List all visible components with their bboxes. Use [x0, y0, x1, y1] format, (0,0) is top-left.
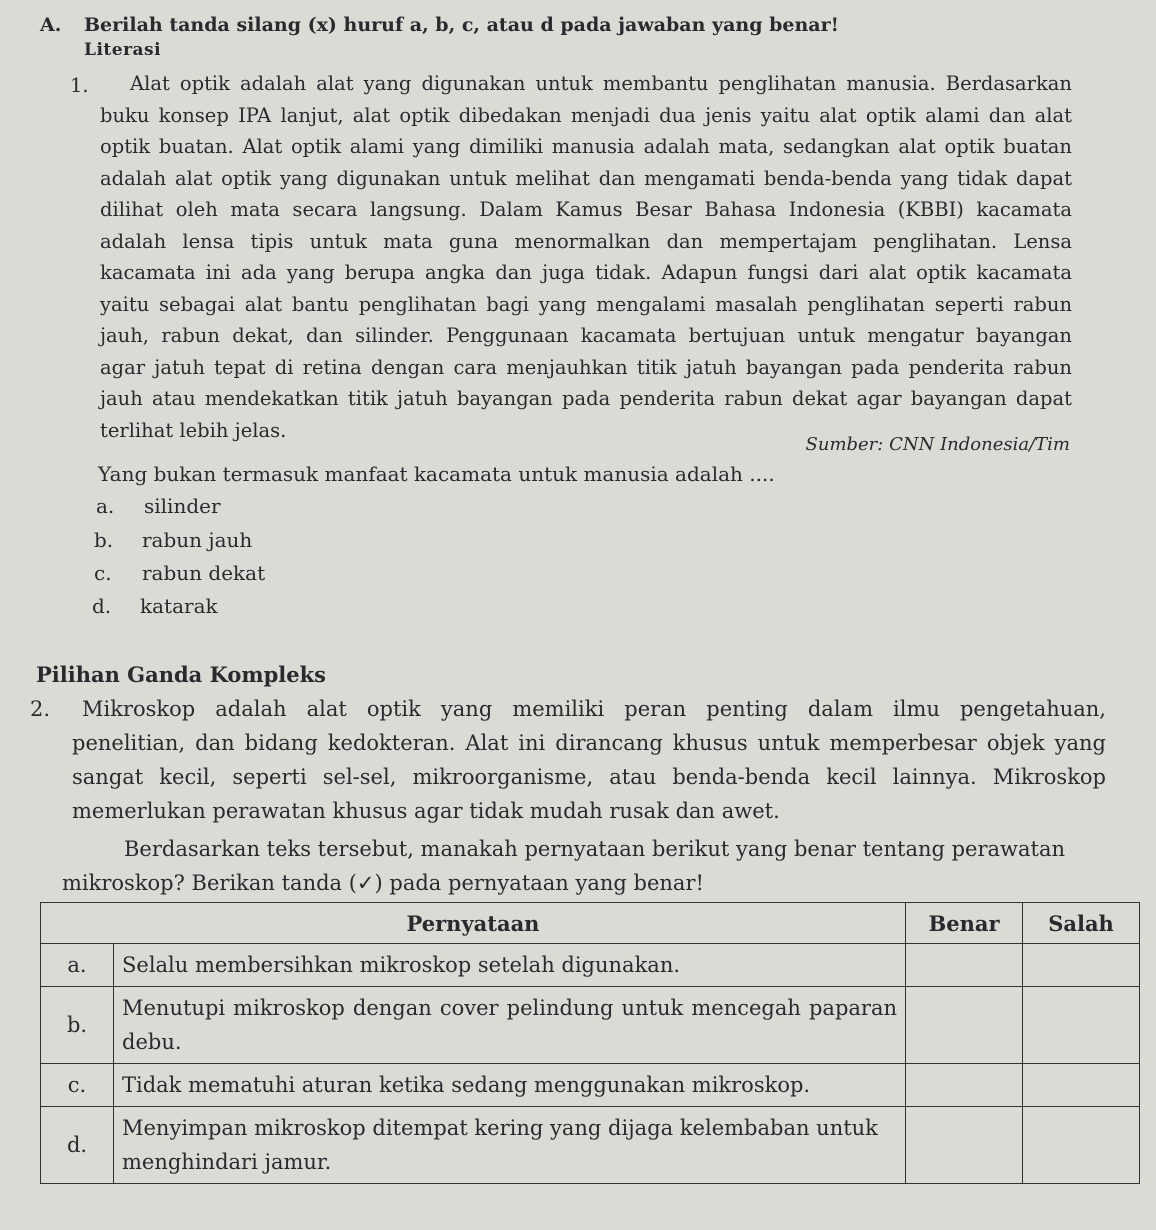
- option-text: rabun dekat: [142, 561, 266, 585]
- salah-checkbox-cell[interactable]: [1023, 1107, 1140, 1184]
- row-letter: a.: [41, 944, 114, 987]
- section-2-heading: Pilihan Ganda Kompleks: [36, 662, 327, 687]
- q1-passage-line: optik buatan. Alat optik alami yang dimiliki manusia adalah mata, sedangkan alat optik buatan: [100, 135, 1072, 158]
- benar-checkbox-cell[interactable]: [906, 1064, 1023, 1107]
- section-label: A.: [40, 14, 62, 36]
- table-row: [41, 1107, 1140, 1184]
- table-header-row: [41, 903, 1140, 944]
- section-instruction: Berilah tanda silang (x) huruf a, b, c, atau d pada jawaban yang benar!: [84, 14, 839, 36]
- row-letter: d.: [41, 1107, 114, 1184]
- q1-option-d[interactable]: [92, 594, 218, 618]
- benar-checkbox-cell[interactable]: [906, 1107, 1023, 1184]
- option-letter: b.: [94, 528, 114, 552]
- row-letter: c.: [41, 1064, 114, 1107]
- row-letter: b.: [41, 987, 114, 1064]
- literacy-subheading: Literasi: [84, 40, 162, 60]
- benar-checkbox-cell[interactable]: [906, 987, 1023, 1064]
- option-letter: c.: [94, 561, 112, 585]
- q2-passage-line: sangat kecil, seperti sel-sel, mikroorganisme, atau benda-benda kecil lainnya. Mikroskop: [72, 765, 1106, 789]
- benar-checkbox-cell[interactable]: [906, 944, 1023, 987]
- q2-passage-line: Mikroskop adalah alat optik yang memiliki peran penting dalam ilmu pengetahuan,: [82, 697, 1106, 721]
- q1-passage-line: agar jatuh tepat di retina dengan cara menjauhkan titik jatuh bayangan pada penderita rabun: [100, 355, 1072, 379]
- q1-passage-line: dilihat oleh mata secara langsung. Dalam Kamus Besar Bahasa Indonesia (KBBI) kacamata: [100, 198, 1072, 221]
- q1-option-b[interactable]: [94, 528, 252, 552]
- q1-passage-line: kacamata ini ada yang berupa angka dan juga tidak. Adapun fungsi dari alat optik kacamata: [100, 261, 1072, 284]
- salah-checkbox-cell[interactable]: [1023, 944, 1140, 987]
- q1-passage-line: jauh atau mendekatkan titik jatuh bayangan pada penderita rabun dekat agar bayangan dapat: [100, 387, 1072, 410]
- option-text: silinder: [144, 494, 221, 518]
- header-statement: Pernyataan: [41, 903, 906, 944]
- q1-passage-line: yaitu sebagai alat bantu penglihatan bagi yang mengalami masalah penglihatan seperti rabun: [100, 292, 1072, 316]
- option-letter: a.: [96, 494, 115, 518]
- q1-passage-line: Alat optik adalah alat yang digunakan untuk membantu penglihatan manusia. Berdasarkan: [130, 72, 1072, 95]
- q1-option-c[interactable]: [94, 561, 265, 585]
- salah-checkbox-cell[interactable]: [1023, 1064, 1140, 1107]
- option-text: rabun jauh: [142, 528, 253, 552]
- row-statement: Menutupi mikroskop dengan cover pelindung untuk mencegah paparan debu.: [114, 987, 906, 1064]
- q2-passage-line: memerlukan perawatan khusus agar tidak mudah rusak dan awet.: [72, 799, 780, 823]
- q2-prompt-line1: Berdasarkan teks tersebut, manakah pernyataan berikut yang benar tentang perawatan: [124, 837, 1066, 861]
- q1-passage-line: adalah lensa tipis untuk mata guna menormalkan dan mempertajam penglihatan. Lensa: [100, 229, 1072, 253]
- q1-passage-line: adalah alat optik yang digunakan untuk melihat dan mengamati benda-benda yang tidak dapat: [100, 166, 1072, 190]
- q2-passage: [72, 692, 1106, 828]
- row-statement: Menyimpan mikroskop ditempat kering yang dijaga kelembaban untuk menghindari jamur.: [114, 1107, 906, 1184]
- header-false: Salah: [1023, 903, 1140, 944]
- option-letter: d.: [92, 594, 112, 618]
- row-statement: Tidak mematuhi aturan ketika sedang menggunakan mikroskop.: [114, 1064, 906, 1107]
- q2-prompt-line2: mikroskop? Berikan tanda (✓) pada pernyataan yang benar!: [62, 871, 704, 895]
- q1-passage: [100, 68, 1072, 446]
- row-statement: Selalu membersihkan mikroskop setelah digunakan.: [114, 944, 906, 987]
- q2-passage-line: penelitian, dan bidang kedokteran. Alat ini dirancang khusus untuk memperbesar objek yang: [72, 731, 1106, 755]
- q1-number: 1.: [70, 74, 89, 97]
- table-row: [41, 987, 1140, 1064]
- q1-source: Sumber: CNN Indonesia/Tim: [805, 434, 1070, 455]
- q2-number: 2.: [30, 697, 51, 721]
- q1-option-a[interactable]: [96, 494, 221, 518]
- q1-passage-line: buku konsep IPA lanjut, alat optik dibedakan menjadi dua jenis yaitu alat optik alami dan alat: [100, 103, 1072, 127]
- q1-passage-line: terlihat lebih jelas.: [100, 418, 287, 442]
- statement-table: [40, 902, 1140, 1184]
- q1-question: Yang bukan termasuk manfaat kacamata untuk manusia adalah ....: [98, 462, 775, 486]
- table-row: [41, 944, 1140, 987]
- header-true: Benar: [906, 903, 1023, 944]
- option-text: katarak: [140, 594, 218, 618]
- table-row: [41, 1064, 1140, 1107]
- salah-checkbox-cell[interactable]: [1023, 987, 1140, 1064]
- q1-passage-line: jauh, rabun dekat, dan silinder. Penggunaan kacamata bertujuan untuk mengatur bayangan: [100, 324, 1072, 347]
